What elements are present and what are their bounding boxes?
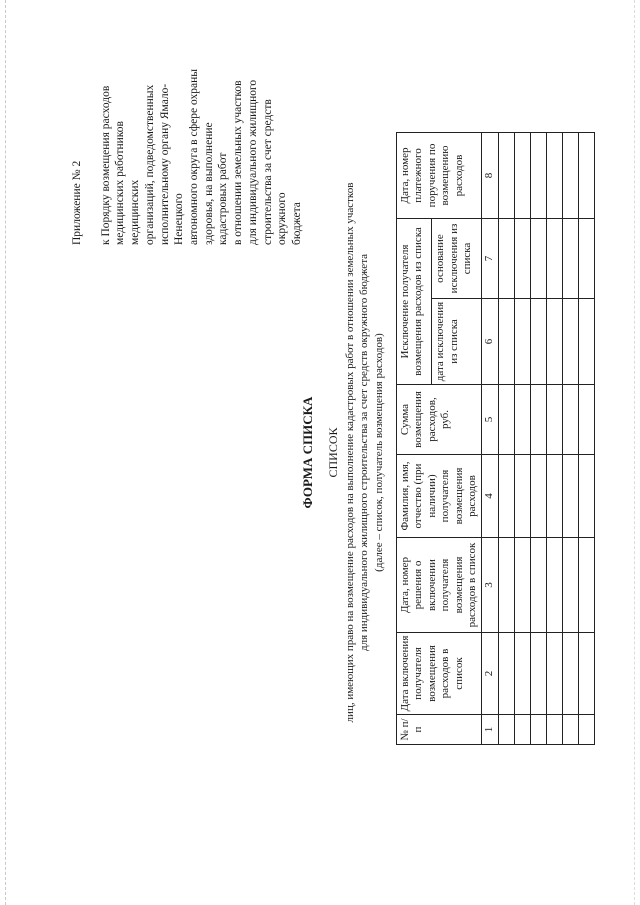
table-cell <box>515 299 531 385</box>
table-cell <box>563 455 579 538</box>
table-number-row <box>482 132 499 744</box>
table-cell <box>531 218 547 298</box>
subtitle-line: (далее – список, получатель возмещения расходов) <box>372 333 385 572</box>
scan-edge-top <box>5 0 6 905</box>
list-subtitle <box>343 180 386 725</box>
table-row <box>547 132 563 744</box>
table-cell <box>515 385 531 455</box>
appendix-line: организаций, подведомственных <box>143 84 156 245</box>
table-cell <box>547 385 563 455</box>
header-payment-order: Дата, номер платежного поручения по возмещению расходов <box>397 132 482 218</box>
table-cell <box>563 299 579 385</box>
column-number-cell: 6 <box>482 299 499 385</box>
table-cell <box>563 385 579 455</box>
table-cell <box>531 299 547 385</box>
table-cell <box>499 715 515 745</box>
header-exclusion-date: дата исключения из списка <box>432 299 482 385</box>
table-cell <box>547 538 563 633</box>
table-cell <box>579 715 595 745</box>
appendix-line: к Порядку возмещения расходов <box>99 85 112 245</box>
table-cell <box>515 538 531 633</box>
table-row <box>515 132 531 744</box>
column-number-cell: 5 <box>482 385 499 455</box>
table-cell <box>499 132 515 218</box>
table-cell <box>531 132 547 218</box>
form-title: ФОРМА СПИСКА <box>300 396 315 509</box>
table-cell <box>499 385 515 455</box>
table-cell <box>579 385 595 455</box>
table-cell <box>547 455 563 538</box>
appendix-title: Приложение № 2 <box>71 160 83 245</box>
column-number-cell: 3 <box>482 538 499 633</box>
table-cell <box>563 633 579 715</box>
table-cell <box>531 715 547 745</box>
header-amount: Сумма возмещения расходов, руб. <box>397 385 482 455</box>
table-header-row <box>397 132 432 744</box>
table-cell <box>531 385 547 455</box>
table-cell <box>579 132 595 218</box>
table-cell <box>579 218 595 298</box>
table-cell <box>563 218 579 298</box>
appendix-line: исполнительному органу Ямало-Ненецкого <box>158 83 186 245</box>
appendix-line: медицинских работников медицинских <box>114 121 142 245</box>
column-number-cell: 4 <box>482 455 499 538</box>
table-row <box>563 132 579 744</box>
appendix-line: автономного округа в сфере охраны <box>188 69 201 245</box>
table-cell <box>563 715 579 745</box>
table-cell <box>547 633 563 715</box>
table-cell <box>499 299 515 385</box>
column-number-cell: 2 <box>482 633 499 715</box>
recipients-table <box>396 132 595 745</box>
appendix-line: в отношении земельных участков <box>232 80 245 245</box>
table-row <box>579 132 595 744</box>
table-cell <box>515 132 531 218</box>
list-title: СПИСОК <box>326 427 340 478</box>
appendix-line: бюджета <box>291 202 304 245</box>
appendix-block <box>70 65 305 245</box>
table-cell <box>547 715 563 745</box>
table-cell <box>547 132 563 218</box>
table-cell <box>563 132 579 218</box>
table-row <box>499 132 515 744</box>
column-number-cell: 8 <box>482 132 499 218</box>
header-inclusion-date: Дата включения получателя возмещения расходов в список <box>397 633 482 715</box>
table-cell <box>547 299 563 385</box>
table-cell <box>579 455 595 538</box>
header-number: № п/п <box>397 715 482 745</box>
table-cell <box>499 538 515 633</box>
table-cell <box>515 715 531 745</box>
table-cell <box>579 299 595 385</box>
table-cell <box>531 633 547 715</box>
appendix-line: для индивидуального жилищного <box>246 79 259 245</box>
table-cell <box>499 633 515 715</box>
header-exclusion-group: Исключение получателя возмещения расходов из списка <box>397 218 432 384</box>
table-row <box>531 132 547 744</box>
table-cell <box>515 455 531 538</box>
header-exclusion-reason: основание исключения из списка <box>432 218 482 298</box>
table-cell <box>579 633 595 715</box>
table-cell <box>547 218 563 298</box>
table-cell <box>563 538 579 633</box>
table-cell <box>531 455 547 538</box>
header-decision: Дата, номер решения о включении получателя возмещения расходов в список <box>397 538 482 633</box>
table-cell <box>531 538 547 633</box>
table-cell <box>515 633 531 715</box>
appendix-line: строительства за счет средств окружного <box>261 99 289 245</box>
table-cell <box>499 455 515 538</box>
subtitle-line: для индивидуального жилищного строительства за счет средств окружного бюджета <box>358 253 371 652</box>
scan-edge-bottom <box>634 0 635 905</box>
column-number-cell: 7 <box>482 218 499 298</box>
column-number-cell: 1 <box>482 715 499 745</box>
appendix-line: здоровья, на выполнение кадастровых работ <box>202 122 230 245</box>
table-cell <box>515 218 531 298</box>
table-cell <box>499 218 515 298</box>
header-full-name: Фамилия, имя, отчество (при наличии) получателя возмещения расходов <box>397 455 482 538</box>
table-cell <box>579 538 595 633</box>
subtitle-line: лиц, имеющих право на возмещение расходов на выполнение кадастровых работ в отношении земельных участков <box>344 182 356 723</box>
